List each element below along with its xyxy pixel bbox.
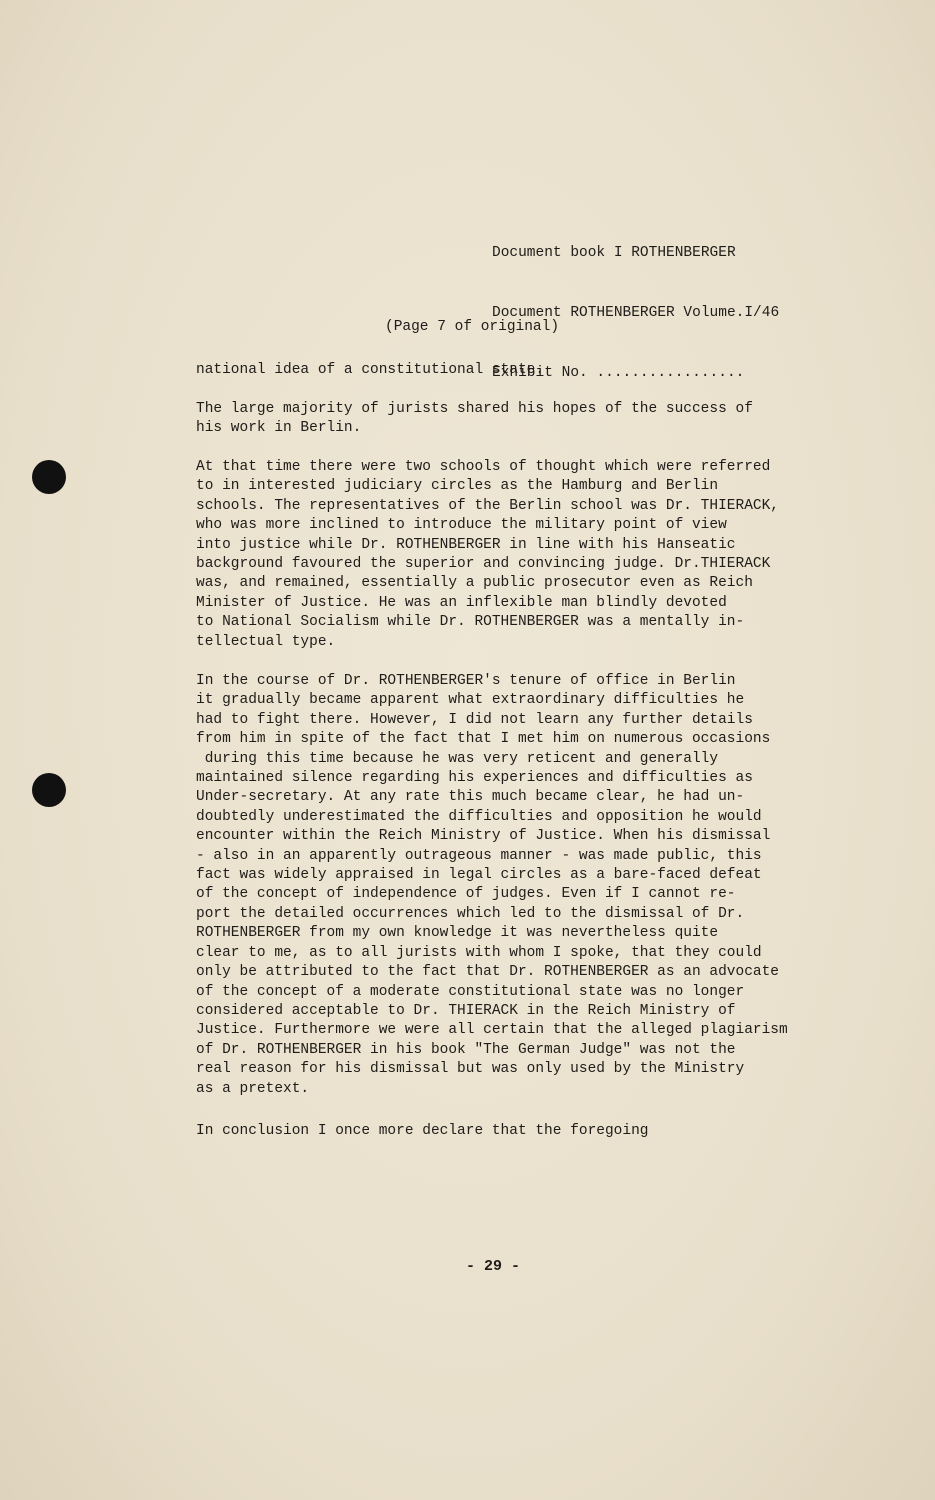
text-line: encounter within the Reich Ministry of Justice. When his dismissal [196, 828, 771, 845]
text-line: it gradually became apparent what extraordinary difficulties he [196, 692, 745, 709]
text-line: tellectual type. [196, 633, 336, 650]
text-line: of the concept of a moderate constitutional state was no longer [196, 983, 745, 1000]
text-line: doubtedly underestimated the difficulties and opposition he would [196, 808, 762, 825]
text-line: to in interested judiciary circles as the Hamburg and Berlin [196, 478, 719, 495]
text-line: as a pretext. [196, 1080, 310, 1097]
header-document-book: Document book I ROTHENBERGER [492, 245, 736, 261]
text-line: schools. The representatives of the Berlin school was Dr. THIERACK, [196, 497, 779, 514]
text-line: only be attributed to the fact that Dr. ROTHENBERGER as an advocate [196, 964, 779, 981]
text-line: had to fight there. However, I did not learn any further details [196, 711, 753, 728]
text-line: considered acceptable to Dr. THIERACK in the Reich Ministry of [196, 1002, 736, 1019]
text-line: of the concept of independence of judges. Even if I cannot re- [196, 886, 736, 903]
text-line: national idea of a constitutional state. [196, 362, 545, 378]
header-document-volume: Document ROTHENBERGER Volume.I/46 [492, 305, 780, 321]
text-line: ROTHENBERGER from my own knowledge it was nevertheless quite [196, 925, 719, 942]
paragraph-1 [196, 361, 856, 380]
text-line: his work in Berlin. [196, 420, 362, 437]
text-line: from him in spite of the fact that I met him on numerous occasions [196, 731, 771, 748]
text-line: The large majority of jurists shared his hopes of the success of [196, 401, 753, 417]
text-line: port the detailed occurrences which led to the dismissal of Dr. [196, 905, 745, 922]
original-page-reference: (Page 7 of original) [385, 319, 560, 335]
text-line: background favoured the superior and convincing judge. Dr.THIERACK [196, 556, 771, 573]
text-line: real reason for his dismissal but was only used by the Ministry [196, 1061, 745, 1078]
punch-hole-bottom [32, 773, 66, 807]
text-line: Under-secretary. At any rate this much became clear, he had un- [196, 789, 745, 806]
paragraph-3 [196, 458, 856, 652]
page-number: - 29 - [466, 1258, 521, 1275]
text-line: to National Socialism while Dr. ROTHENBERGER was a mentally in- [196, 614, 745, 631]
text-line: of Dr. ROTHENBERGER in his book "The German Judge" was not the [196, 1041, 736, 1058]
text-line: In the course of Dr. ROTHENBERGER's tenure of office in Berlin [196, 673, 736, 689]
paragraph-4 [196, 672, 856, 1099]
text-line: maintained silence regarding his experiences and difficulties as [196, 770, 753, 787]
text-line: Minister of Justice. He was an inflexible man blindly devoted [196, 594, 727, 611]
text-line: - also in an apparently outrageous manner - was made public, this [196, 847, 762, 864]
header-exhibit-number: Exhibit No. ................. [492, 365, 745, 381]
text-line: who was more inclined to introduce the military point of view [196, 517, 727, 534]
text-line: was, and remained, essentially a public prosecutor even as Reich [196, 575, 753, 592]
punch-hole-top [32, 460, 66, 494]
paragraph-2 [196, 400, 856, 439]
text-line: into justice while Dr. ROTHENBERGER in line with his Hanseatic [196, 536, 736, 553]
text-line: In conclusion I once more declare that the foregoing [196, 1123, 649, 1139]
document-header [492, 203, 779, 423]
paragraph-5 [196, 1122, 856, 1141]
text-line: during this time because he was very reticent and generally [196, 750, 719, 767]
text-line: fact was widely appraised in legal circles as a bare-faced defeat [196, 867, 762, 884]
text-line: Justice. Furthermore we were all certain that the alleged plagiarism [196, 1022, 788, 1039]
text-line: At that time there were two schools of thought which were referred [196, 459, 771, 475]
text-line: clear to me, as to all jurists with whom I spoke, that they could [196, 944, 762, 961]
